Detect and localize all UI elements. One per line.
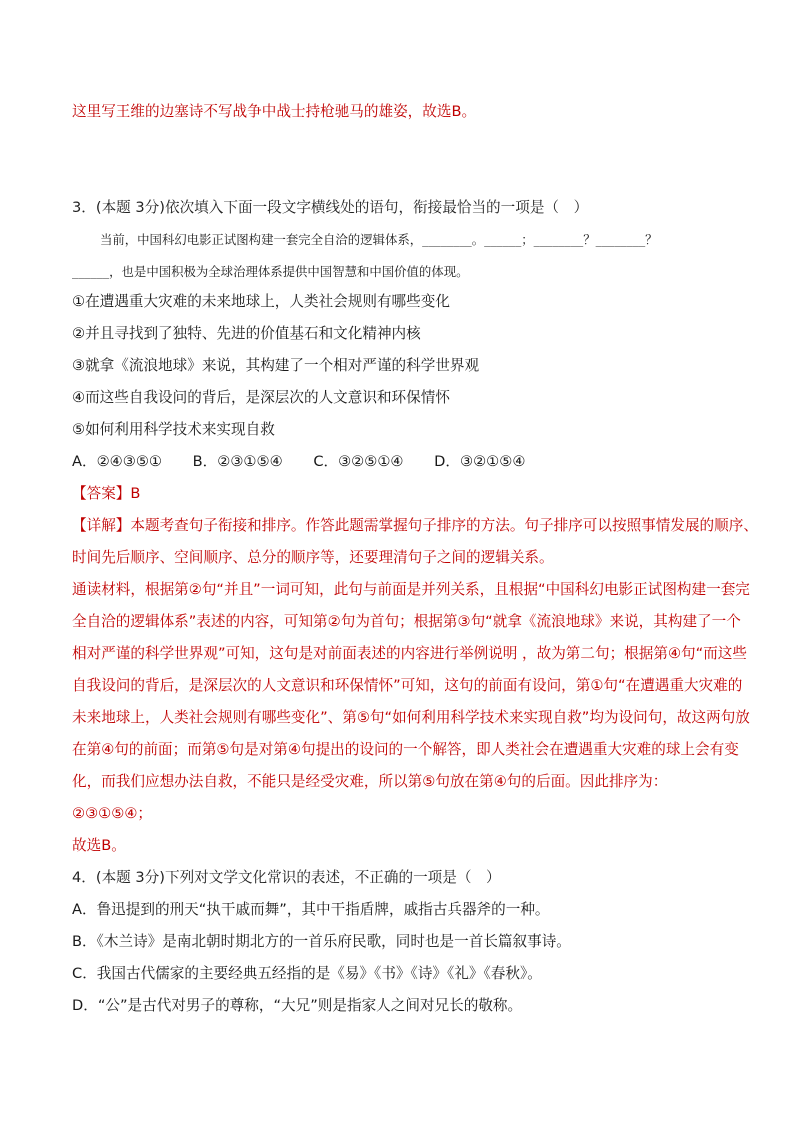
- q4-stem: 4．(本题 3分)下列对文学文化常识的表述，不正确的一项是（ ）: [72, 869, 501, 886]
- q3-detail-line: 未来地球上，人类社会规则有哪些变化”、第⑤句“如何利用科学技术来实现自救”均为设问句，故这两句放: [72, 709, 750, 726]
- q3-stem: 3．(本题 3分)依次填入下面一段文字横线处的语句，衔接最恰当的一项是（ ）: [72, 199, 589, 216]
- q3-detail-line: 自我设问的背后，是深层次的人文意识和环保情怀”可知，这句的前面有设问，第①句“在遭遇重大灾难的: [72, 677, 743, 694]
- q3-detail-line: 相对严谨的科学世界观”可知，这句是对前面表述的内容进行举例说明 ，故为第二句；根据第④句“而这些: [72, 645, 747, 662]
- q3-detail-line: 在第④句的前面；而第⑤句是对第④句提出的设问的一个解答，即人类社会在遭遇重大灾难的球上会有变: [72, 741, 739, 758]
- q4-option-d: D．“公”是古代对男子的尊称，“大兄”则是指家人之间对兄长的敬称。: [72, 997, 523, 1014]
- q3-detail-line: 时间先后顺序、空间顺序、总分的顺序等，还要理清句子之间的逻辑关系。: [72, 549, 554, 566]
- q3-detail-line: 化，而我们应想办法自救，不能只是经受灾难，所以第⑤句放在第④句的后面。因此排序为：: [72, 773, 668, 790]
- top-note: 这里写王维的边塞诗不写战争中战士持枪驰马的雄姿，故选B。: [72, 103, 477, 120]
- q3-detail-line: ②③①⑤④；: [72, 805, 153, 822]
- q3-conclusion: 故选B。: [72, 837, 126, 854]
- q3-passage-line-2: ______，也是中国积极为全球治理体系提供中国智慧和中国价值的体现。: [72, 264, 469, 279]
- q3-passage-line-1: 当前，中国科幻电影正试图构建一套完全自洽的逻辑体系，________。______；________？________？: [100, 232, 658, 247]
- q3-option-a: A．②④③⑤①: [72, 453, 162, 470]
- q3-option-d: D．③②①⑤④: [434, 453, 526, 470]
- q3-item-4: ④而这些自我设问的背后，是深层次的人文意识和环保情怀: [72, 389, 450, 406]
- q3-item-5: ⑤如何利用科学技术来实现自救: [72, 421, 275, 438]
- q3-item-3: ③就拿《流浪地球》来说，其构建了一个相对严谨的科学世界观: [72, 357, 480, 374]
- q3-item-1: ①在遭遇重大灾难的未来地球上，人类社会规则有哪些变化: [72, 293, 450, 310]
- q3-detail-line: 【详解】本题考查句子衔接和排序。作答此题需掌握句子排序的方法。句子排序可以按照事情发展的顺序、: [72, 517, 758, 534]
- q3-options: [72, 452, 527, 472]
- q4-option-a: A．鲁迅提到的刑天“执干戚而舞”，其中干指盾牌，戚指古兵器斧的一种。: [72, 901, 550, 918]
- q3-item-2: ②并且寻找到了独特、先进的价值基石和文化精神内核: [72, 325, 421, 342]
- q3-detail-line: 全自洽的逻辑体系”表述的内容，可知第②句为首句；根据第③句“就拿《流浪地球》来说，其构建了一个: [72, 613, 741, 630]
- q3-option-c: C．③②⑤①④: [313, 453, 404, 470]
- q4-option-c: C．我国古代儒家的主要经典五经指的是《易》《书》《诗》《礼》《春秋》。: [72, 965, 542, 982]
- q4-option-b: B．《木兰诗》是南北朝时期北方的一首乐府民歌，同时也是一首长篇叙事诗。: [72, 933, 571, 950]
- q3-detail-line: 通读材料，根据第②句“并且”一词可知，此句与前面是并列关系，且根据“中国科幻电影正试图构建一套完: [72, 581, 750, 598]
- q3-answer: 【答案】B: [72, 485, 141, 502]
- q3-option-b: B．②③①⑤④: [192, 453, 283, 470]
